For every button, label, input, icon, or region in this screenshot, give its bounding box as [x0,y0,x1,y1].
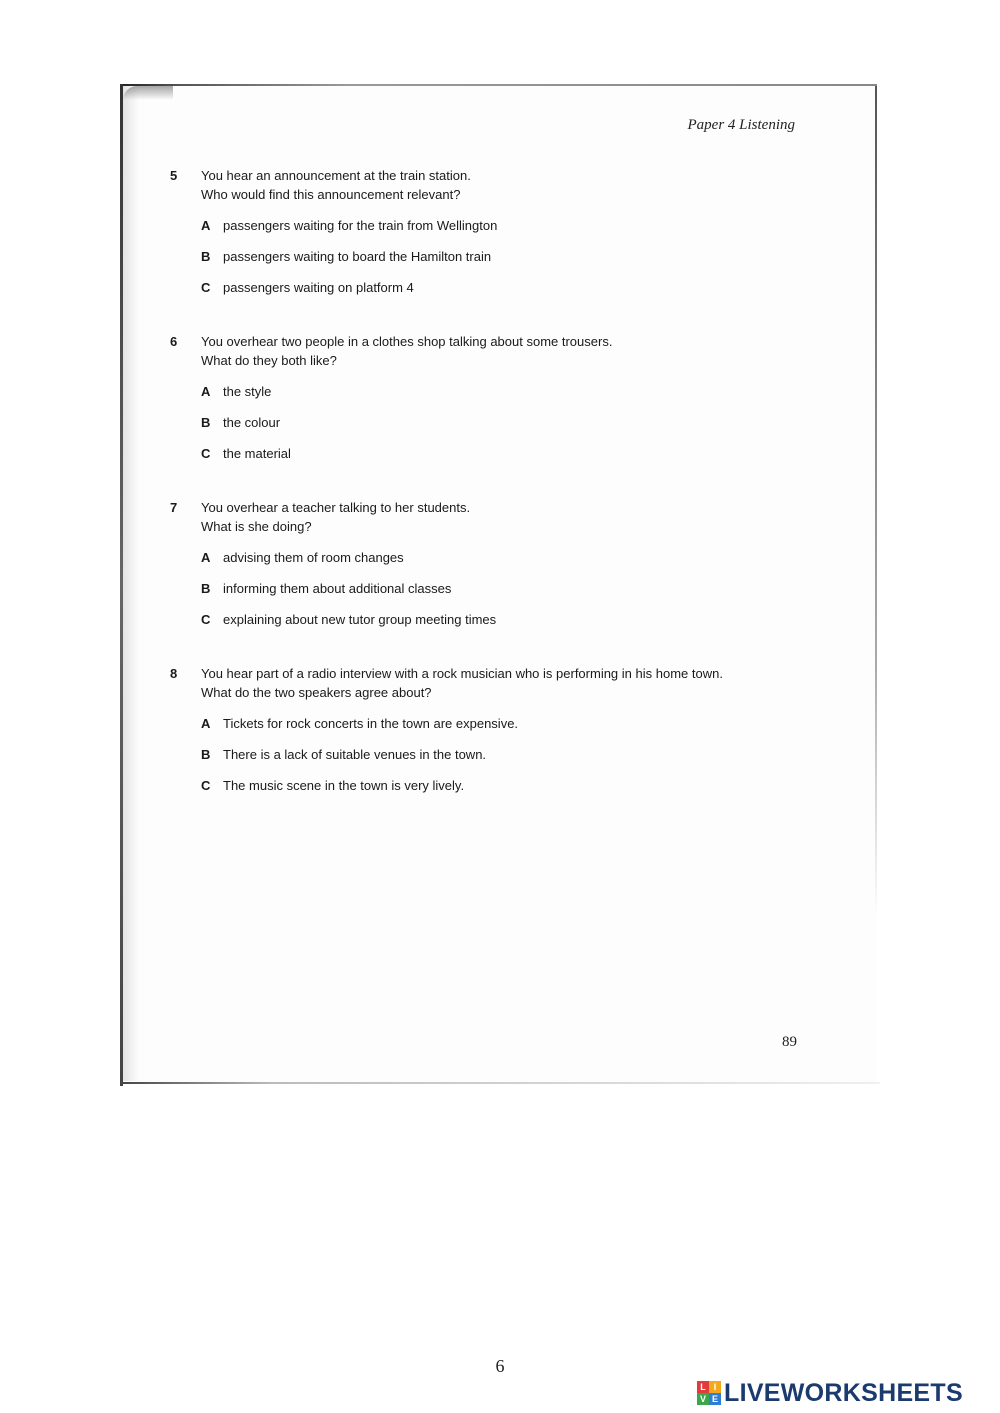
option-text: passengers waiting for the train from Wellington [223,218,498,233]
question-number: 6 [170,334,178,349]
logo-block: I [709,1381,721,1393]
option-letter: C [201,446,211,461]
option-letter: A [201,550,211,565]
prompt-line: What is she doing? [201,519,312,534]
prompt-line: Who would find this announcement relevant? [201,187,461,202]
option-text: the colour [223,415,281,430]
running-head: Paper 4 Listening [687,117,795,133]
option-text: passengers waiting on platform 4 [223,280,414,295]
liveworksheets-logo-icon [697,1381,721,1405]
brand-name: LIVEWORKSHEETS [724,1378,963,1407]
option-letter: B [201,747,211,762]
prompt-line: What do they both like? [201,353,337,368]
scan-binding-shadow [123,86,139,1081]
logo-block: V [697,1393,709,1405]
option-text: the material [223,446,291,461]
option-text: passengers waiting to board the Hamilton train [223,249,492,264]
option-text: the style [223,384,272,399]
question-number: 8 [170,666,178,681]
question-prompt [201,498,801,536]
option-letter: A [201,716,211,731]
question-prompt [201,664,801,702]
prompt-line: You overhear two people in a clothes shop talking about some trousers. [201,334,613,349]
option-text: There is a lack of suitable venues in the town. [223,747,487,762]
scan-top-edge [120,84,877,86]
option-text: Tickets for rock concerts in the town are expensive. [223,716,519,731]
option-c[interactable] [201,444,291,463]
option-letter: C [201,612,211,627]
option-letter: C [201,778,211,793]
option-a[interactable] [201,216,497,235]
option-b[interactable] [201,413,280,432]
option-c[interactable] [201,610,496,629]
option-letter: A [201,384,211,399]
liveworksheets-brand[interactable] [697,1378,963,1408]
option-letter: B [201,415,211,430]
prompt-line: What do the two speakers agree about? [201,685,432,700]
question-number: 7 [170,500,178,515]
option-a[interactable] [201,714,518,733]
question-prompt [201,166,801,204]
scan-bottom-edge [120,1082,880,1084]
option-c[interactable] [201,776,464,795]
option-letter: A [201,218,211,233]
question-prompt [201,332,801,370]
option-c[interactable] [201,278,414,297]
option-letter: B [201,249,211,264]
option-text: informing them about additional classes [223,581,452,596]
scan-right-edge [875,86,877,916]
scan-corner-shadow [123,86,173,100]
option-text: explaining about new tutor group meeting times [223,612,497,627]
option-letter: B [201,581,211,596]
scan-left-edge [120,84,123,1086]
prompt-line: You hear part of a radio interview with a rock musician who is performing in his home town. [201,666,723,681]
book-page-number: 89 [782,1034,797,1050]
logo-block: E [709,1393,721,1405]
worksheet-page-number: 6 [495,1356,505,1376]
option-a[interactable] [201,382,271,401]
option-text: The music scene in the town is very lively. [223,778,465,793]
option-text: advising them of room changes [223,550,404,565]
option-letter: C [201,280,211,295]
option-a[interactable] [201,548,404,567]
option-b[interactable] [201,745,486,764]
option-b[interactable] [201,247,491,266]
prompt-line: You overhear a teacher talking to her students. [201,500,471,515]
option-b[interactable] [201,579,451,598]
prompt-line: You hear an announcement at the train station. [201,168,471,183]
question-number: 5 [170,168,178,183]
logo-block: L [697,1381,709,1393]
